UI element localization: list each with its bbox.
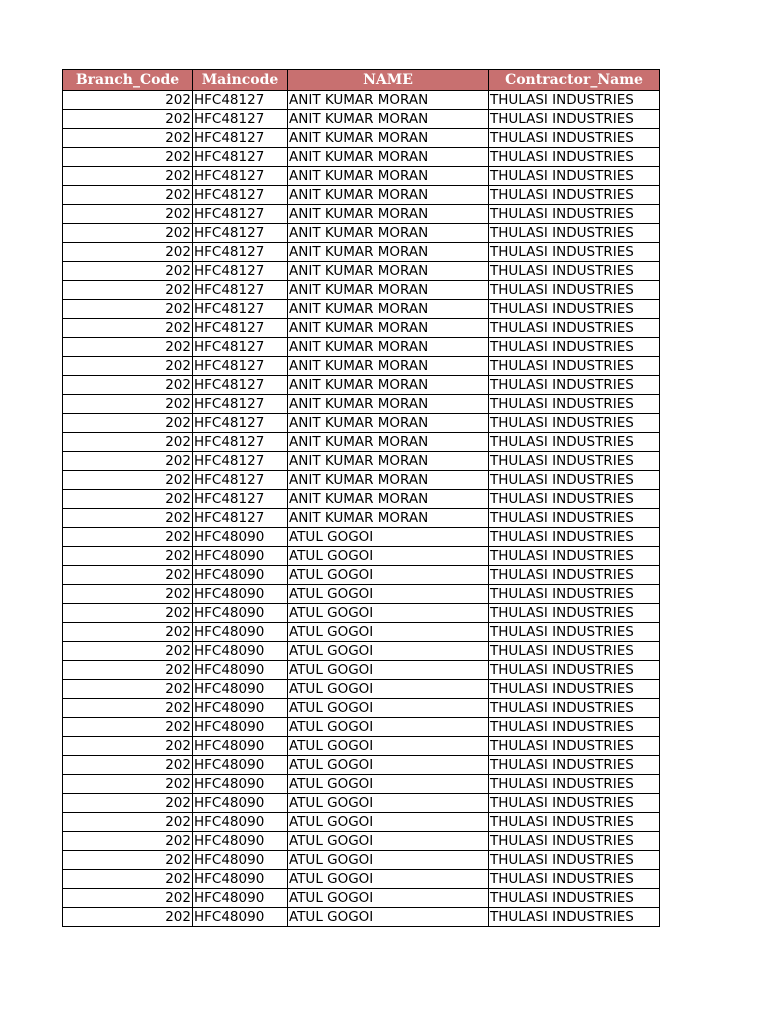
contractor-name-cell: THULASI INDUSTRIES [489,775,660,794]
name-cell: ANIT KUMAR MORAN [288,300,489,319]
contractor-name-cell: THULASI INDUSTRIES [489,889,660,908]
contractor-name-cell: THULASI INDUSTRIES [489,718,660,737]
contractor-name-cell: THULASI INDUSTRIES [489,224,660,243]
name-cell: ANIT KUMAR MORAN [288,243,489,262]
table-row [63,661,660,680]
table-row [63,889,660,908]
maincode-cell: HFC48090 [193,737,288,756]
contractor-name-cell: THULASI INDUSTRIES [489,509,660,528]
maincode-cell: HFC48127 [193,300,288,319]
header-maincode: Maincode [193,70,288,91]
table-row [63,224,660,243]
maincode-cell: HFC48090 [193,547,288,566]
branch-code-cell: 202 [63,680,193,699]
contractor-name-cell: THULASI INDUSTRIES [489,452,660,471]
table-row [63,167,660,186]
table-row [63,585,660,604]
contractor-name-cell: THULASI INDUSTRIES [489,300,660,319]
table-row [63,775,660,794]
name-cell: ANIT KUMAR MORAN [288,281,489,300]
name-cell: ANIT KUMAR MORAN [288,129,489,148]
branch-code-cell: 202 [63,224,193,243]
branch-code-cell: 202 [63,585,193,604]
table-row [63,433,660,452]
contractor-name-cell: THULASI INDUSTRIES [489,756,660,775]
header-contractor-name: Contractor_Name [489,70,660,91]
maincode-cell: HFC48127 [193,262,288,281]
name-cell: ATUL GOGOI [288,699,489,718]
branch-code-cell: 202 [63,167,193,186]
maincode-cell: HFC48090 [193,585,288,604]
table-row [63,471,660,490]
branch-code-cell: 202 [63,148,193,167]
table-row [63,528,660,547]
maincode-cell: HFC48127 [193,395,288,414]
table-row [63,642,660,661]
maincode-cell: HFC48127 [193,433,288,452]
data-table [62,69,660,927]
contractor-name-cell: THULASI INDUSTRIES [489,414,660,433]
contractor-name-cell: THULASI INDUSTRIES [489,281,660,300]
contractor-name-cell: THULASI INDUSTRIES [489,604,660,623]
name-cell: ANIT KUMAR MORAN [288,452,489,471]
name-cell: ATUL GOGOI [288,756,489,775]
maincode-cell: HFC48090 [193,813,288,832]
maincode-cell: HFC48090 [193,623,288,642]
branch-code-cell: 202 [63,490,193,509]
name-cell: ANIT KUMAR MORAN [288,490,489,509]
branch-code-cell: 202 [63,509,193,528]
maincode-cell: HFC48090 [193,908,288,927]
name-cell: ATUL GOGOI [288,718,489,737]
table-row [63,148,660,167]
table-row [63,129,660,148]
contractor-name-cell: THULASI INDUSTRIES [489,395,660,414]
maincode-cell: HFC48127 [193,186,288,205]
name-cell: ATUL GOGOI [288,889,489,908]
contractor-name-cell: THULASI INDUSTRIES [489,851,660,870]
name-cell: ANIT KUMAR MORAN [288,148,489,167]
name-cell: ATUL GOGOI [288,851,489,870]
contractor-name-cell: THULASI INDUSTRIES [489,528,660,547]
table-row [63,243,660,262]
table-row [63,832,660,851]
name-cell: ANIT KUMAR MORAN [288,167,489,186]
name-cell: ATUL GOGOI [288,566,489,585]
name-cell: ANIT KUMAR MORAN [288,91,489,110]
table-row [63,604,660,623]
table-row [63,319,660,338]
maincode-cell: HFC48090 [193,889,288,908]
table-row [63,680,660,699]
branch-code-cell: 202 [63,775,193,794]
branch-code-cell: 202 [63,376,193,395]
branch-code-cell: 202 [63,281,193,300]
contractor-name-cell: THULASI INDUSTRIES [489,205,660,224]
name-cell: ANIT KUMAR MORAN [288,433,489,452]
name-cell: ATUL GOGOI [288,623,489,642]
maincode-cell: HFC48127 [193,471,288,490]
maincode-cell: HFC48090 [193,566,288,585]
contractor-name-cell: THULASI INDUSTRIES [489,243,660,262]
table-row [63,186,660,205]
maincode-cell: HFC48090 [193,528,288,547]
maincode-cell: HFC48127 [193,452,288,471]
name-cell: ATUL GOGOI [288,661,489,680]
maincode-cell: HFC48127 [193,224,288,243]
branch-code-cell: 202 [63,642,193,661]
name-cell: ATUL GOGOI [288,813,489,832]
name-cell: ANIT KUMAR MORAN [288,224,489,243]
table-row [63,395,660,414]
name-cell: ATUL GOGOI [288,737,489,756]
contractor-name-cell: THULASI INDUSTRIES [489,737,660,756]
branch-code-cell: 202 [63,433,193,452]
branch-code-cell: 202 [63,832,193,851]
maincode-cell: HFC48090 [193,642,288,661]
table-row [63,357,660,376]
maincode-cell: HFC48127 [193,281,288,300]
maincode-cell: HFC48127 [193,243,288,262]
table-row [63,281,660,300]
table-row [63,300,660,319]
contractor-name-cell: THULASI INDUSTRIES [489,91,660,110]
contractor-name-cell: THULASI INDUSTRIES [489,338,660,357]
table-row [63,623,660,642]
branch-code-cell: 202 [63,756,193,775]
maincode-cell: HFC48090 [193,699,288,718]
table-row [63,509,660,528]
name-cell: ANIT KUMAR MORAN [288,395,489,414]
maincode-cell: HFC48127 [193,319,288,338]
branch-code-cell: 202 [63,395,193,414]
table-row [63,452,660,471]
name-cell: ATUL GOGOI [288,547,489,566]
maincode-cell: HFC48127 [193,148,288,167]
maincode-cell: HFC48090 [193,851,288,870]
maincode-cell: HFC48127 [193,357,288,376]
branch-code-cell: 202 [63,870,193,889]
contractor-name-cell: THULASI INDUSTRIES [489,623,660,642]
branch-code-cell: 202 [63,262,193,281]
branch-code-cell: 202 [63,110,193,129]
branch-code-cell: 202 [63,300,193,319]
table-row [63,794,660,813]
name-cell: ANIT KUMAR MORAN [288,205,489,224]
contractor-name-cell: THULASI INDUSTRIES [489,357,660,376]
branch-code-cell: 202 [63,661,193,680]
branch-code-cell: 202 [63,908,193,927]
contractor-name-cell: THULASI INDUSTRIES [489,699,660,718]
branch-code-cell: 202 [63,699,193,718]
name-cell: ATUL GOGOI [288,585,489,604]
branch-code-cell: 202 [63,623,193,642]
name-cell: ANIT KUMAR MORAN [288,509,489,528]
contractor-name-cell: THULASI INDUSTRIES [489,433,660,452]
name-cell: ATUL GOGOI [288,832,489,851]
name-cell: ANIT KUMAR MORAN [288,262,489,281]
name-cell: ATUL GOGOI [288,870,489,889]
table-body [63,91,660,927]
contractor-name-cell: THULASI INDUSTRIES [489,813,660,832]
branch-code-cell: 202 [63,205,193,224]
table-row [63,813,660,832]
maincode-cell: HFC48090 [193,604,288,623]
branch-code-cell: 202 [63,889,193,908]
contractor-name-cell: THULASI INDUSTRIES [489,870,660,889]
contractor-name-cell: THULASI INDUSTRIES [489,376,660,395]
name-cell: ANIT KUMAR MORAN [288,110,489,129]
header-name: NAME [288,70,489,91]
table-row [63,756,660,775]
maincode-cell: HFC48127 [193,205,288,224]
table-row [63,91,660,110]
maincode-cell: HFC48090 [193,775,288,794]
branch-code-cell: 202 [63,319,193,338]
branch-code-cell: 202 [63,357,193,376]
maincode-cell: HFC48127 [193,509,288,528]
name-cell: ANIT KUMAR MORAN [288,357,489,376]
maincode-cell: HFC48090 [193,832,288,851]
name-cell: ATUL GOGOI [288,604,489,623]
maincode-cell: HFC48090 [193,680,288,699]
contractor-name-cell: THULASI INDUSTRIES [489,148,660,167]
branch-code-cell: 202 [63,471,193,490]
contractor-name-cell: THULASI INDUSTRIES [489,642,660,661]
branch-code-cell: 202 [63,604,193,623]
header-row [63,70,660,91]
contractor-name-cell: THULASI INDUSTRIES [489,661,660,680]
table-row [63,908,660,927]
table-row [63,547,660,566]
maincode-cell: HFC48127 [193,129,288,148]
branch-code-cell: 202 [63,528,193,547]
maincode-cell: HFC48127 [193,490,288,509]
maincode-cell: HFC48090 [193,756,288,775]
contractor-name-cell: THULASI INDUSTRIES [489,262,660,281]
table-row [63,205,660,224]
table-row [63,262,660,281]
name-cell: ATUL GOGOI [288,680,489,699]
table-row [63,110,660,129]
maincode-cell: HFC48090 [193,870,288,889]
table-row [63,718,660,737]
branch-code-cell: 202 [63,794,193,813]
maincode-cell: HFC48127 [193,338,288,357]
header-branch-code: Branch_Code [63,70,193,91]
maincode-cell: HFC48090 [193,718,288,737]
contractor-name-cell: THULASI INDUSTRIES [489,832,660,851]
table-row [63,737,660,756]
table-row [63,699,660,718]
table-row [63,490,660,509]
contractor-name-cell: THULASI INDUSTRIES [489,110,660,129]
table-row [63,376,660,395]
name-cell: ATUL GOGOI [288,908,489,927]
contractor-name-cell: THULASI INDUSTRIES [489,566,660,585]
contractor-name-cell: THULASI INDUSTRIES [489,471,660,490]
branch-code-cell: 202 [63,338,193,357]
name-cell: ATUL GOGOI [288,775,489,794]
branch-code-cell: 202 [63,186,193,205]
table-row [63,338,660,357]
branch-code-cell: 202 [63,851,193,870]
contractor-name-cell: THULASI INDUSTRIES [489,129,660,148]
maincode-cell: HFC48127 [193,167,288,186]
name-cell: ANIT KUMAR MORAN [288,414,489,433]
branch-code-cell: 202 [63,243,193,262]
branch-code-cell: 202 [63,547,193,566]
name-cell: ANIT KUMAR MORAN [288,319,489,338]
branch-code-cell: 202 [63,452,193,471]
table-row [63,414,660,433]
contractor-name-cell: THULASI INDUSTRIES [489,167,660,186]
maincode-cell: HFC48127 [193,376,288,395]
branch-code-cell: 202 [63,737,193,756]
name-cell: ANIT KUMAR MORAN [288,471,489,490]
contractor-name-cell: THULASI INDUSTRIES [489,794,660,813]
branch-code-cell: 202 [63,91,193,110]
table-row [63,870,660,889]
contractor-name-cell: THULASI INDUSTRIES [489,319,660,338]
maincode-cell: HFC48127 [193,110,288,129]
maincode-cell: HFC48090 [193,661,288,680]
contractor-name-cell: THULASI INDUSTRIES [489,490,660,509]
maincode-cell: HFC48127 [193,414,288,433]
name-cell: ANIT KUMAR MORAN [288,186,489,205]
table-row [63,566,660,585]
name-cell: ANIT KUMAR MORAN [288,338,489,357]
branch-code-cell: 202 [63,718,193,737]
contractor-name-cell: THULASI INDUSTRIES [489,186,660,205]
maincode-cell: HFC48090 [193,794,288,813]
name-cell: ATUL GOGOI [288,528,489,547]
maincode-cell: HFC48127 [193,91,288,110]
contractor-name-cell: THULASI INDUSTRIES [489,680,660,699]
name-cell: ATUL GOGOI [288,794,489,813]
branch-code-cell: 202 [63,813,193,832]
name-cell: ATUL GOGOI [288,642,489,661]
name-cell: ANIT KUMAR MORAN [288,376,489,395]
branch-code-cell: 202 [63,129,193,148]
contractor-name-cell: THULASI INDUSTRIES [489,585,660,604]
branch-code-cell: 202 [63,566,193,585]
branch-code-cell: 202 [63,414,193,433]
contractor-name-cell: THULASI INDUSTRIES [489,908,660,927]
contractor-name-cell: THULASI INDUSTRIES [489,547,660,566]
table-row [63,851,660,870]
